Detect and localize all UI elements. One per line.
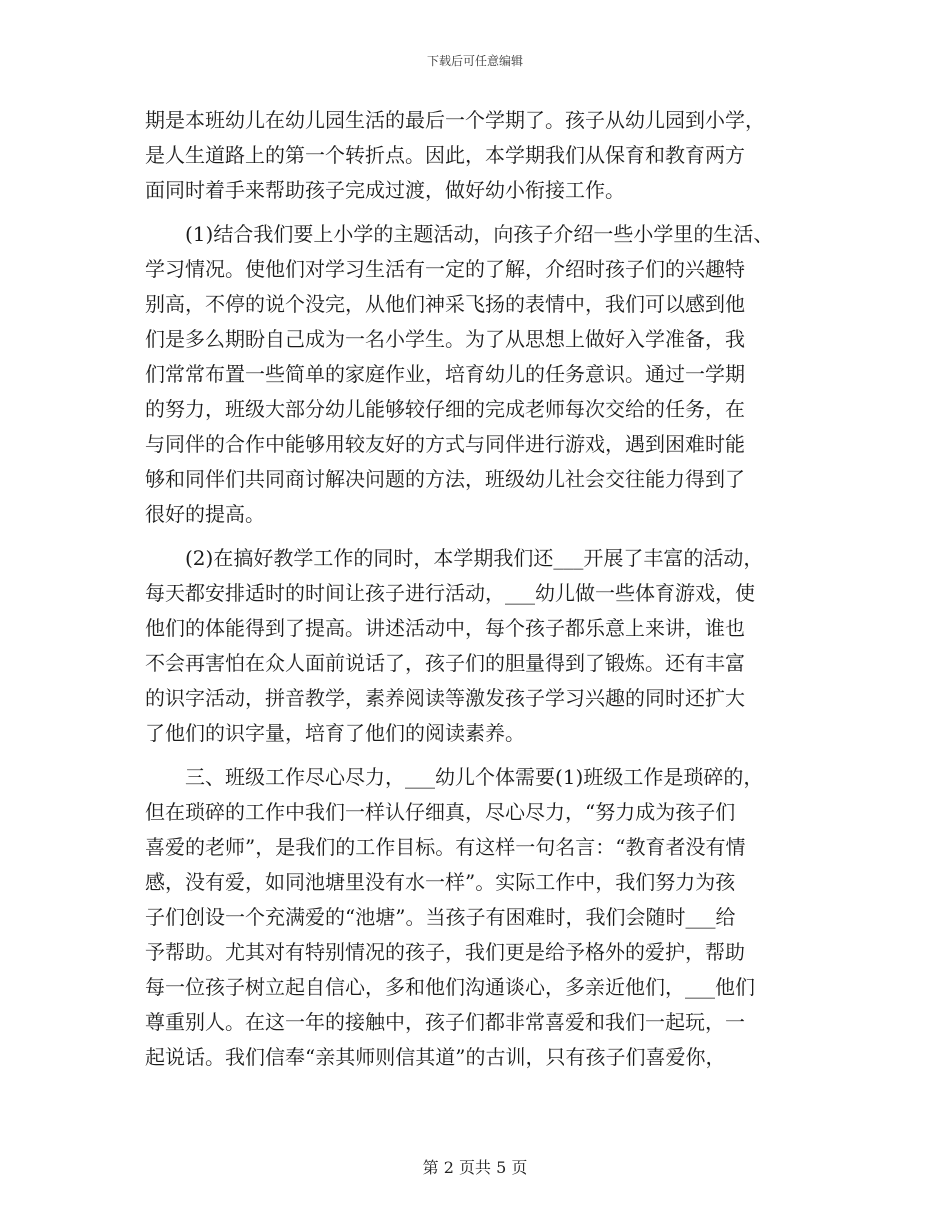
page-header: 下载后可任意编辑 <box>426 54 523 68</box>
paragraph-start-line: (1)结合我们要上小学的主题活动，向孩子介绍一些小学里的生活、 <box>185 222 774 246</box>
paragraph-start-line: (2)在搞好教学工作的同时，本学期我们还___开展了丰富的活动， <box>185 546 764 570</box>
paragraph-start-line: 三、班级工作尽心尽力，___幼儿个体需要(1)班级工作是琐碎的， <box>185 765 764 789</box>
text-line: 感，没有爱，如同池塘里没有水一样”。实际工作中，我们努力为孩 <box>145 870 736 894</box>
text-line: 起说话。我们信奉“亲其师则信其道”的古训，只有孩子们喜爱你， <box>145 1045 726 1069</box>
page-number-footer: 第 2 页共 5 页 <box>422 1158 528 1177</box>
text-line: 的努力，班级大部分幼儿能够较仔细的完成老师每次交给的任务，在 <box>145 397 745 421</box>
text-line: 是人生道路上的第一个转折点。因此，本学期我们从保育和教育两方 <box>145 143 745 167</box>
text-line: 很好的提高。 <box>145 502 265 526</box>
text-line: 喜爱的老师”，是我们的工作目标。有这样一句名言：“教育者没有情 <box>145 835 746 859</box>
text-line: 学习情况。使他们对学习生活有一定的了解，介绍时孩子们的兴趣特 <box>145 257 745 281</box>
text-line: 子们创设一个充满爱的“池塘”。当孩子有困难时，我们会随时___给 <box>145 905 736 929</box>
document-body <box>145 103 810 1075</box>
text-line: 每一位孩子树立起自信心，多和他们沟通谈心，多亲近他们，___他们 <box>145 975 755 999</box>
text-line: 们常常布置一些简单的家庭作业，培育幼儿的任务意识。通过一学期 <box>145 362 745 386</box>
text-line: 每天都安排适时的时间让孩子进行活动，___幼儿做一些体育游戏，使 <box>145 581 755 605</box>
text-line: 与同伴的合作中能够用较友好的方式与同伴进行游戏，遇到困难时能 <box>145 432 745 456</box>
text-line: 予帮助。尤其对有特别情况的孩子，我们更是给予格外的爱护，帮助 <box>145 940 745 964</box>
text-line: 够和同伴们共同商讨解决问题的方法，班级幼儿社会交往能力得到了 <box>145 467 745 491</box>
text-line: 的识字活动，拼音教学，素养阅读等激发孩子学习兴趣的同时还扩大 <box>145 686 745 710</box>
text-line: 不会再害怕在众人面前说话了，孩子们的胆量得到了锻炼。还有丰富 <box>145 651 745 675</box>
text-line: 别高，不停的说个没完，从他们神采飞扬的表情中，我们可以感到他 <box>145 292 745 316</box>
text-line: 尊重别人。在这一年的接触中，孩子们都非常喜爱和我们一起玩，一 <box>145 1010 745 1034</box>
text-line: 期是本班幼儿在幼儿园生活的最后一个学期了。孩子从幼儿园到小学， <box>145 108 765 132</box>
text-line: 们是多么期盼自己成为一名小学生。为了从思想上做好入学准备，我 <box>145 327 745 351</box>
text-line: 了他们的识字量，培育了他们的阅读素养。 <box>145 721 525 745</box>
text-line: 但在琐碎的工作中我们一样认仔细真，尽心尽力，“努力成为孩子们 <box>145 800 736 824</box>
text-line: 他们的体能得到了提高。讲述活动中，每个孩子都乐意上来讲，谁也 <box>145 616 745 640</box>
text-line: 面同时着手来帮助孩子完成过渡，做好幼小衔接工作。 <box>145 178 625 202</box>
